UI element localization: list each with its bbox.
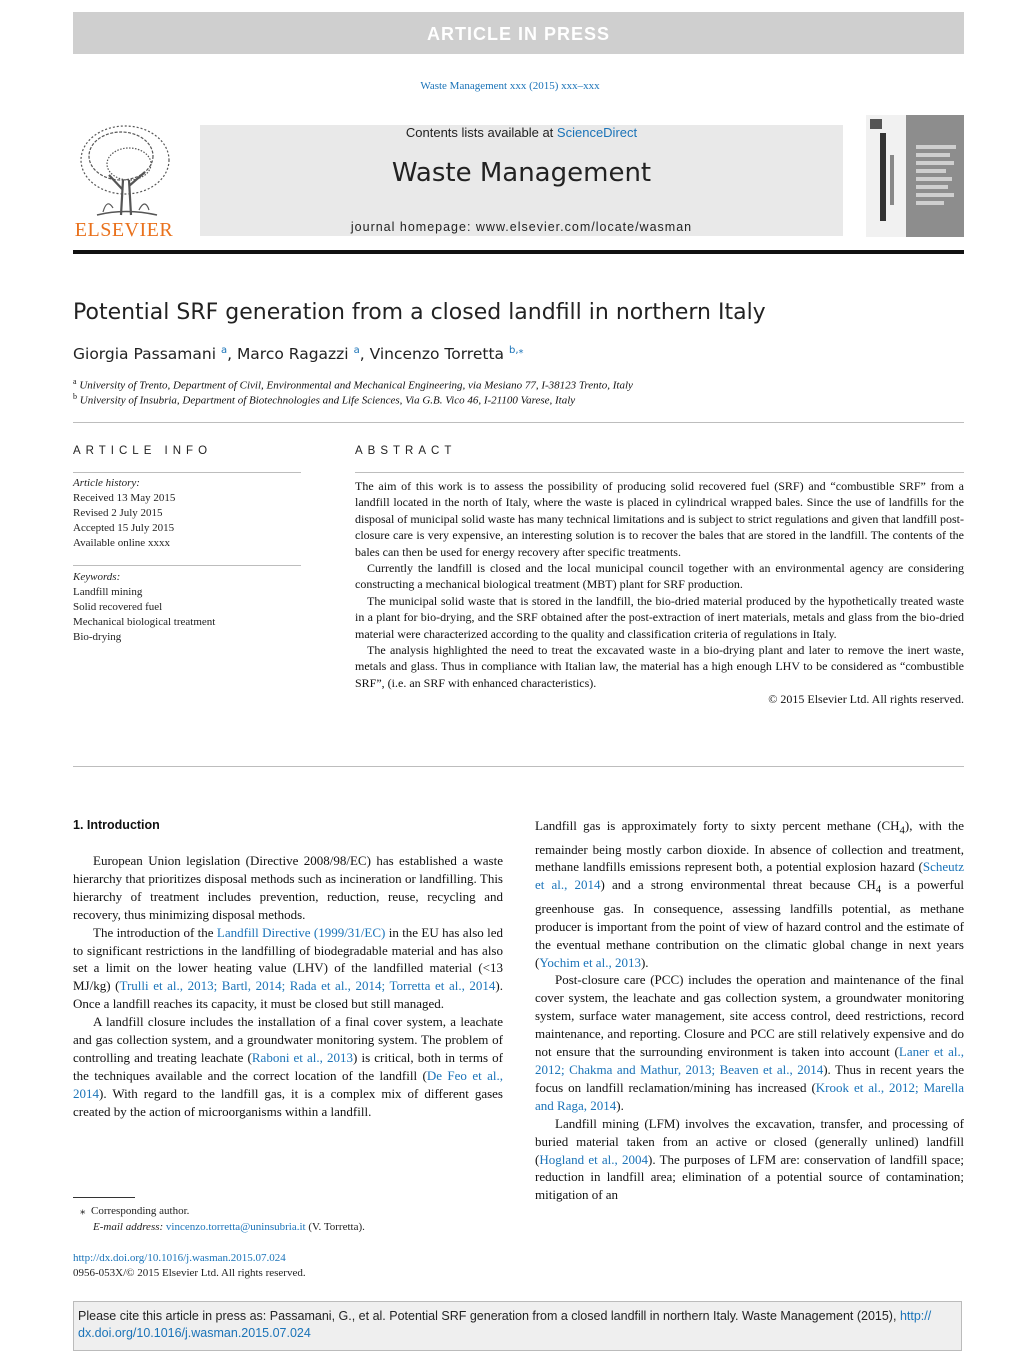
keyword: Bio-drying: [73, 630, 122, 643]
divider: [355, 472, 964, 473]
article-in-press-banner: ARTICLE IN PRESS: [73, 12, 964, 54]
text-run: ) is critical, both in terms of the techniques available and the correct location of the landfill (: [73, 1049, 503, 1083]
history-item: Received 13 May 2015: [73, 491, 176, 504]
citation-link[interactable]: Trulli et al., 2013; Bartl, 2014; Rada et al., 2014; Torretta et al., 2014: [119, 978, 496, 994]
abstract-paragraph: Currently the landfill is closed and the local municipal council together with an environmental agency are considering constructing a mechanical biological treatment (MBT) plant for SRF production.: [355, 561, 964, 592]
affiliation-text: University of Insubria, Department of Biotechnologies and Life Sciences, Via G.B. Vico 46, I-21100 Varese, Italy: [79, 394, 576, 407]
journal-cover-thumbnail: [866, 115, 964, 237]
text-run: ), with the remainder being mostly carbon dioxide. In absence of collection and treatment, methane landfills emissions represent both, a potential explosion hazard (: [535, 818, 964, 875]
abstract-body: [355, 478, 964, 708]
intro-paragraph: [73, 924, 503, 1014]
intro-paragraph: [535, 971, 964, 1114]
divider: [73, 422, 964, 423]
abstract-copyright: © 2015 Elsevier Ltd. All rights reserved.: [768, 692, 964, 707]
cite-doi-link[interactable]: dx.doi.org/10.1016/j.wasman.2015.07.024: [78, 1326, 311, 1340]
affiliation-mark: b: [73, 392, 77, 401]
history-item: Accepted 15 July 2015: [73, 521, 175, 534]
intro-paragraph: European Union legislation (Directive 2008/98/EC) has established a waste hierarchy that prioritizes disposal methods such as incineration or landfilling. This hierarchy of treatment includes prevention, reduction, reuse, recycling and recovery, thus minimizing disposal methods.: [73, 853, 503, 922]
text-run: The introduction of the: [93, 924, 217, 940]
keyword: Mechanical biological treatment: [73, 615, 216, 628]
doi-link[interactable]: http://dx.doi.org/10.1016/j.wasman.2015.07.024: [73, 1252, 286, 1264]
history-item: Revised 2 July 2015: [73, 506, 163, 519]
abstract-paragraph: The aim of this work is to assess the possibility of producing solid recovered fuel (SRF) and “combustible SRF” from a landfill located in the north of Italy, where the waste is placed in cylindrical wrapped bales. Since the use of landfills for the disposal of municipal solid waste has many technical limitations and is subject to strict regulations and given that landfill post-closure care is very expensive, an interesting solution is to recover the bales that are stored in the landfill. The contents of the bales can then be used for energy recovery after specific treatments.: [355, 479, 964, 559]
text-run: ). Once a landfill reaches its capacity, it must be closed but still managed.: [73, 978, 503, 1012]
text-run: Landfill mining (LFM) involves the excavation, transfer, and processing of buried material taken from an active or closed (generally unlined) landfill (: [535, 1115, 964, 1167]
journal-name: Waste Management: [391, 158, 652, 188]
author-affil-mark[interactable]: a: [353, 345, 360, 356]
citation-link[interactable]: Raboni et al., 2013: [251, 1049, 354, 1065]
text-run: Post-closure care (PCC) includes the operation and maintenance of the final cover system, the leachate and gas collection system, a groundwater monitoring system, surface water management, site access control, deed restrictions, record maintenance, and reporting. Closure and PCC are still relatively expensive and do not ensure that the surrounding environment is taken into account (: [535, 972, 964, 1060]
author-affil-mark[interactable]: a: [220, 345, 228, 356]
body-right-column: [535, 817, 964, 1204]
abstract-paragraph: The municipal solid waste that is stored in the landfill, the bio-dried material produced by the hypothetically treated waste in a plant for bio-drying, and the SRF obtained after the post-extraction of inert materials, metals and glass from the bio-dried material were characterized according to the quality and classification criteria of regulations in Italy.: [355, 593, 964, 641]
text-run: ) and a strong environmental threat because CH: [600, 877, 876, 893]
text-run: ). With regard to the landfill gas, it is a complex mix of different gases created by the action of microorganisms within a landfill.: [73, 1085, 503, 1119]
cite-doi-link[interactable]: http://: [899, 1309, 932, 1323]
citation-link[interactable]: Landfill Directive (1999/31/EC): [216, 924, 386, 940]
email-link[interactable]: vincenzo.torretta@uninsubria.it: [165, 1221, 306, 1233]
affiliation: [73, 392, 575, 407]
text-run: A landfill closure includes the installation of a final cover system, a leachate and gas collection system, and a groundwater monitoring system. The problem of controlling and treating leachate (: [73, 1014, 503, 1065]
contents-line: [200, 125, 843, 140]
history-item: Available online xxxx: [73, 536, 170, 549]
affiliation: [73, 377, 633, 392]
header-rule: [73, 250, 964, 254]
text-run: Landfill gas is approximately forty to sixty percent methane (CH: [535, 818, 900, 833]
section-heading-introduction: 1. Introduction: [73, 818, 160, 832]
body-left-column: [73, 852, 503, 1121]
email-label: E-mail address:: [93, 1221, 164, 1233]
affiliation-mark: a: [73, 377, 77, 386]
subscript: 4: [899, 824, 905, 837]
journal-reference-link[interactable]: Waste Management xxx (2015) xxx–xxx: [420, 80, 600, 92]
text-run: in the EU has also led to significant restrictions in the landfilling of biodegradable material and has also set a limit on the lower heating value (LHV) of the landfilled material (<13 MJ/kg) (: [73, 924, 503, 994]
divider: [73, 766, 964, 767]
citation-link[interactable]: Laner et al., 2012; Chakma and Mathur, 2013; Beaven et al., 2014: [535, 1044, 964, 1077]
sciencedirect-link[interactable]: ScienceDirect: [556, 125, 638, 140]
citation-link[interactable]: Scheutz et al., 2014: [535, 859, 964, 893]
text-run: ).: [616, 1097, 624, 1113]
text-run: ). Thus in recent years the focus on landfill reclamation/mining has increased (: [535, 1061, 964, 1095]
cite-this-article-box: [73, 1301, 962, 1351]
doi-line: [73, 1252, 286, 1264]
article-info-heading: ARTICLE INFO: [73, 445, 213, 457]
journal-homepage[interactable]: journal homepage: www.elsevier.com/locate/wasman: [350, 220, 693, 234]
footnote-text: Corresponding author.: [91, 1205, 190, 1217]
abstract-paragraph: The analysis highlighted the need to treat the excavated waste in a bio-drying plant and later to remove the inert waste, metals and glass. Thus in compliance with Italian law, the material has a high enough LHV to be considered as “combustible SRF”, (i.e. an SRF with enhanced characteristics).: [355, 643, 964, 690]
article-title: Potential SRF generation from a closed landfill in northern Italy: [73, 300, 766, 325]
email-suffix: (V. Torretta).: [308, 1221, 365, 1233]
footnote-mark: ⁎: [80, 1205, 86, 1217]
cite-text: Please cite this article in press as: Passamani, G., et al. Potential SRF generation from a closed landfill in northern Italy. Waste Management (2015),: [78, 1309, 897, 1323]
author-name: Marco Ragazzi: [236, 345, 349, 364]
abstract-heading: ABSTRACT: [355, 445, 457, 457]
text-run: ).: [640, 954, 649, 970]
divider: [73, 565, 301, 566]
history-label: Article history:: [73, 477, 140, 489]
footnote-corresponding: [80, 1204, 189, 1218]
elsevier-wordmark: ELSEVIER: [74, 219, 174, 241]
citation-link[interactable]: De Feo et al., 2014: [73, 1067, 503, 1101]
text-run: is a powerful greenhouse gas. In consequence, assessing landfills potential, as methane producer is important from the point of view of hazard control and the estimate of the eventual methane contribution on the climatic global change in next years (: [535, 877, 964, 970]
intro-paragraph: [73, 1013, 503, 1120]
citation-link[interactable]: Yochim et al., 2013: [539, 954, 641, 970]
author-name: Vincenzo Torretta: [369, 345, 505, 364]
keyword: Solid recovered fuel: [73, 600, 163, 613]
affiliation-text: University of Trento, Department of Civil, Environmental and Mechanical Engineering, via Mesiano 77, I-38123 Trento, Italy: [79, 379, 633, 392]
keyword: Landfill mining: [73, 585, 143, 598]
footnote-rule: [73, 1197, 135, 1198]
author-affil-mark[interactable]: b,⁎: [508, 345, 524, 356]
divider: [73, 472, 301, 473]
citation-link[interactable]: Krook et al., 2012; Marella and Raga, 2014: [535, 1079, 965, 1113]
keywords: [73, 570, 301, 645]
issn-line: 0956-053X/© 2015 Elsevier Ltd. All rights reserved.: [73, 1267, 306, 1279]
text-run: ). The purposes of LFM are: conservation of landfill space; reduction in landfill area; elimination of a potential source of contamination; mitigation of an: [535, 1151, 964, 1203]
footnote-email: [93, 1220, 365, 1234]
author-name: Giorgia Passamani: [73, 345, 216, 364]
article-history: [73, 476, 301, 551]
intro-paragraph: [535, 1115, 964, 1205]
citation-link[interactable]: Hogland et al., 2004: [539, 1151, 649, 1167]
contents-prefix: Contents lists available at: [405, 125, 554, 140]
author-list: Giorgia Passamani $^a$, Marco Ragazzi $^a$, Vincenzo Torretta $^{b,⁎}$: [73, 345, 524, 364]
intro-paragraph: [535, 817, 964, 971]
subscript: 4: [875, 883, 882, 896]
keywords-label: Keywords:: [73, 571, 121, 583]
